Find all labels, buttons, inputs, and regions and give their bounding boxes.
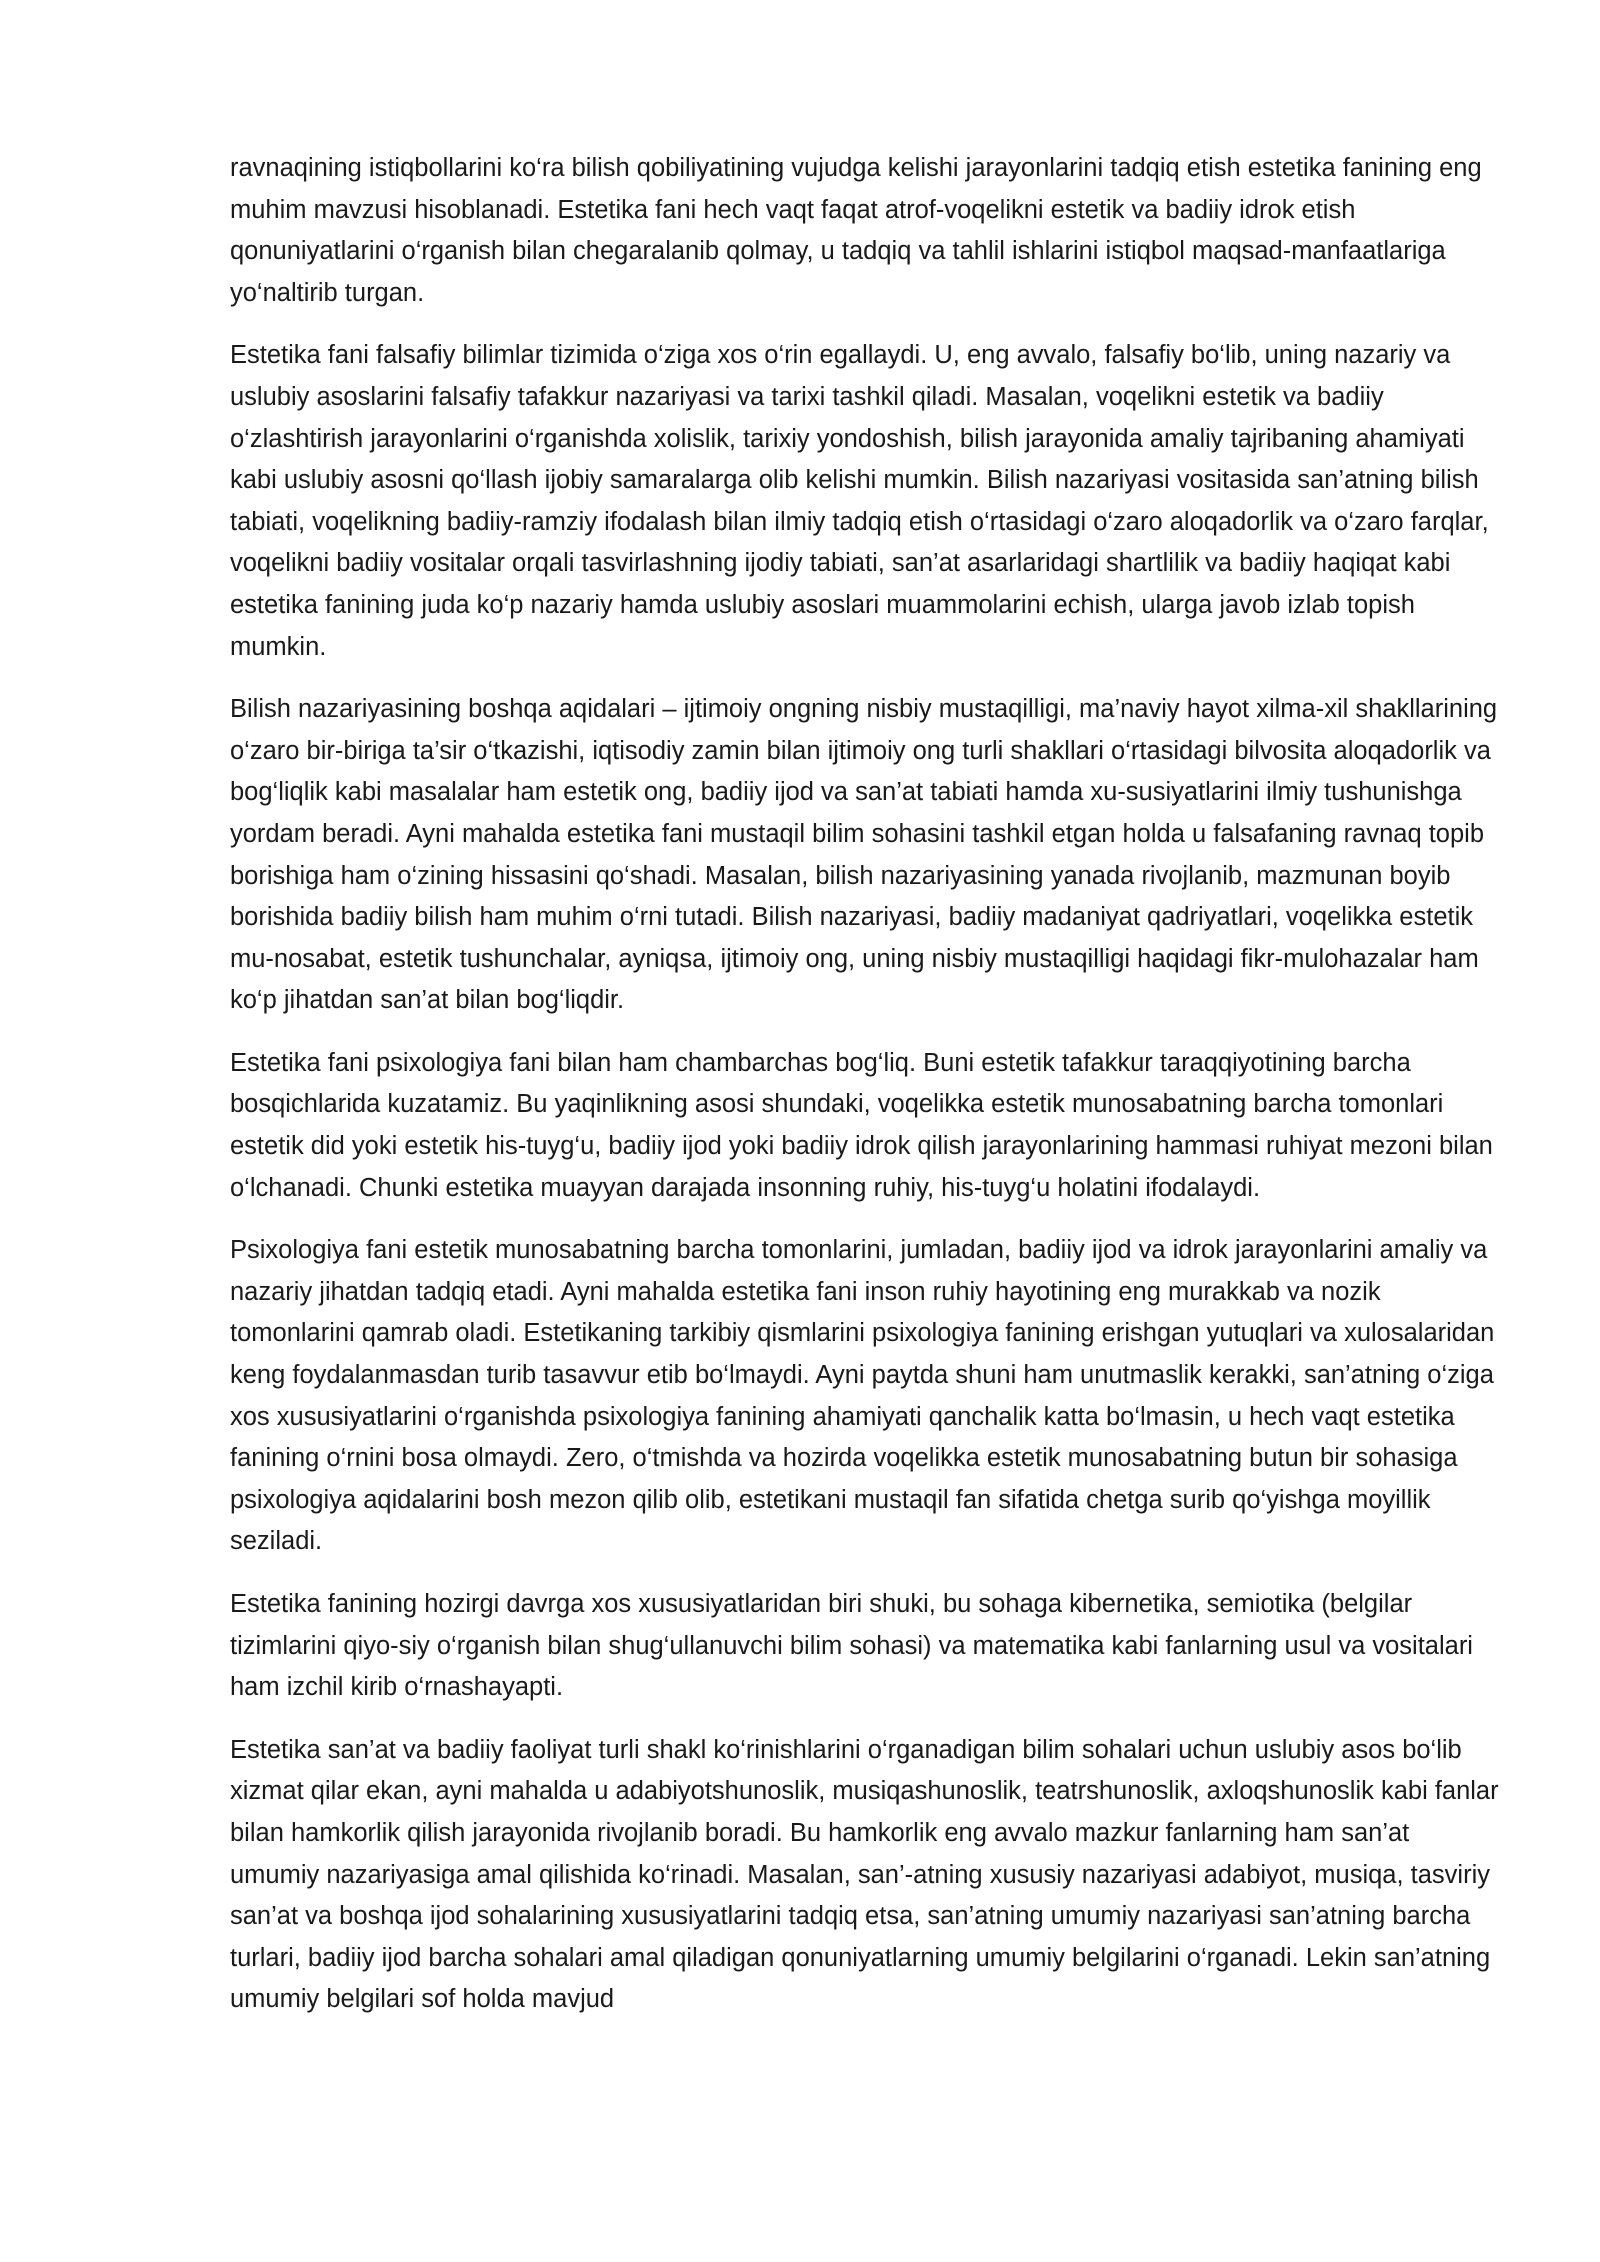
paragraph-4: Estetika fani psixologiya fani bilan ham chambarchas bog‘liq. Buni estetik tafakkur taraqqiyotining barcha bosqichlarida kuzatamiz. Bu yaqinlikning asosi shundaki, voqelikka estetik munosabatning barcha tomonlari estetik did yoki estetik his-tuyg‘u, badiiy ijod yoki badiiy idrok qilish jarayonlarining hammasi ruhiyat mezoni bilan o‘lchanadi. Chunki estetika muayyan darajada insonning ruhiy, his-tuyg‘u holatini ifodalaydi. (230, 1048, 1493, 1202)
paragraph-2: Estetika fani falsafiy bilimlar tizimida o‘ziga xos o‘rin egallaydi. U, eng avvalo, falsafiy bo‘lib, uning nazariy va uslubiy asoslarini falsafiy tafakkur nazariyasi va tarixi tashkil qiladi. Masalan, voqelikni estetik va badiiy o‘zlashtirish jarayonlarini o‘rganishda xolislik, tarixiy yondoshish, bilish jarayonida amaliy tajribaning ahamiyati kabi uslubiy asosni qo‘llash ijobiy samaralarga olib kelishi mumkin. Bilish nazariyasi vositasida san’atning bilish tabiati, voqelikning badiiy-ramziy ifodalash bilan ilmiy tadqiq etish o‘rtasidagi o‘zaro aloqadorlik va o‘zaro farqlar, voqelikni badiiy vositalar orqali tasvirlashning ijodiy tabiati, san’at asarlaridagi shartlilik va badiiy haqiqat kabi estetika fanining juda ko‘p nazariy hamda uslubiy asoslari muammolarini echish, ularga javob izlab topish mumkin. (230, 341, 1489, 661)
paragraph-1: ravnaqining istiqbollarini ko‘ra bilish qobiliyatining vujudga kelishi jarayonlarini tadqiq etish estetika fanining eng muhim mavzusi hisoblanadi. Estetika fani hech vaqt faqat atrof-voqelikni estetik va badiiy idrok etish qonuniyatlarini o‘rganish bilan chegaralanib qolmay, u tadqiq va tahlil ishlarini istiqbol maqsad-manfaatlariga yo‘naltirib turgan. (230, 154, 1482, 307)
paragraph-6: Estetika fanining hozirgi davrga xos xususiyatlaridan biri shuki, bu sohaga kibernetika, semiotika (belgilar tizimlarini qiyo-siy o‘rganish bilan shug‘ullanuvchi bilim sohasi) va matematika kabi fanlarning usul va vositalari ham izchil kirib o‘rnashayapti. (230, 1590, 1473, 1702)
paragraph-3: Bilish nazariyasining boshqa aqidalari – ijtimoiy ongning nisbiy mustaqilligi, ma’naviy hayot xilma-xil shakllarining o‘zaro bir-biriga ta’sir o‘tkazishi, iqtisodiy zamin bilan ijtimoiy ong turli shakllari o‘rtasidagi bilvosita aloqadorlik va bog‘liqlik kabi masalalar ham estetik ong, badiiy ijod va san’at tabiati hamda xu-susiyatlarini ilmiy tushunishga yordam beradi. Ayni mahalda estetika fani mustaqil bilim sohasini tashkil etgan holda u falsafaning ravnaq topib borishiga ham o‘zining hissasini qo‘shadi. Masalan, bilish nazariyasining yanada rivojlanib, mazmunan boyib borishida badiiy bilish ham muhim o‘rni tutadi. Bilish nazariyasi, badiiy madaniyat qadriyatlari, voqelikka estetik mu-nosabat, estetik tushunchalar, ayniqsa, ijtimoiy ong, uning nisbiy mustaqilligi haqidagi fikr-mulohazalar ham ko‘p jihatdan san’at bilan bog‘liqdir. (230, 695, 1498, 1015)
body-text (230, 148, 1500, 2042)
paragraph-7: Estetika san’at va badiiy faoliyat turli shakl ko‘rinishlarini o‘rganadigan bilim sohalari uchun uslubiy asos bo‘lib xizmat qilar ekan, ayni mahalda u adabiyotshunoslik, musiqashunoslik, teatrshunoslik, axloqshunoslik kabi fanlar bilan hamkorlik qilish jarayonida rivojlanib boradi. Bu hamkorlik eng avvalo mazkur fanlarning ham san’at umumiy nazariyasiga amal qilishida ko‘rinadi. Masalan, san’-atning xususiy nazariyasi adabiyot, musiqa, tasviriy san’at va boshqa ijod sohalarining xususiyatlarini tadqiq etsa, san’atning umumiy nazariyasi san’atning barcha turlari, badiiy ijod barcha sohalari amal qiladigan qonuniyatlarning umumiy belgilarini o‘rganadi. Lekin san’atning umumiy belgilari sof holda mavjud (230, 1735, 1499, 2014)
paragraph-5: Psixologiya fani estetik munosabatning barcha tomonlarini, jumladan, badiiy ijod va idrok jarayonlarini amaliy va nazariy jihatdan tadqiq etadi. Ayni mahalda estetika fani inson ruhiy hayotining eng murakkab va nozik tomonlarini qamrab oladi. Estetikaning tarkibiy qismlarini psixologiya fanining erishgan yutuqlari va xulosalaridan keng foydalanmasdan turib tasavvur etib bo‘lmaydi. Ayni paytda shuni ham unutmaslik kerakki, san’atning o‘ziga xos xususiyatlarini o‘rganishda psixologiya fanining ahamiyati qanchalik katta bo‘lmasin, u hech vaqt estetika fanining o‘rnini bosa olmaydi. Zero, o‘tmishda va hozirda voqelikka estetik munosabatning butun bir sohasiga psixologiya aqidalarini bosh mezon qilib olib, estetikani mustaqil fan sifatida chetga surib qo‘yishga moyillik seziladi. (230, 1236, 1495, 1556)
